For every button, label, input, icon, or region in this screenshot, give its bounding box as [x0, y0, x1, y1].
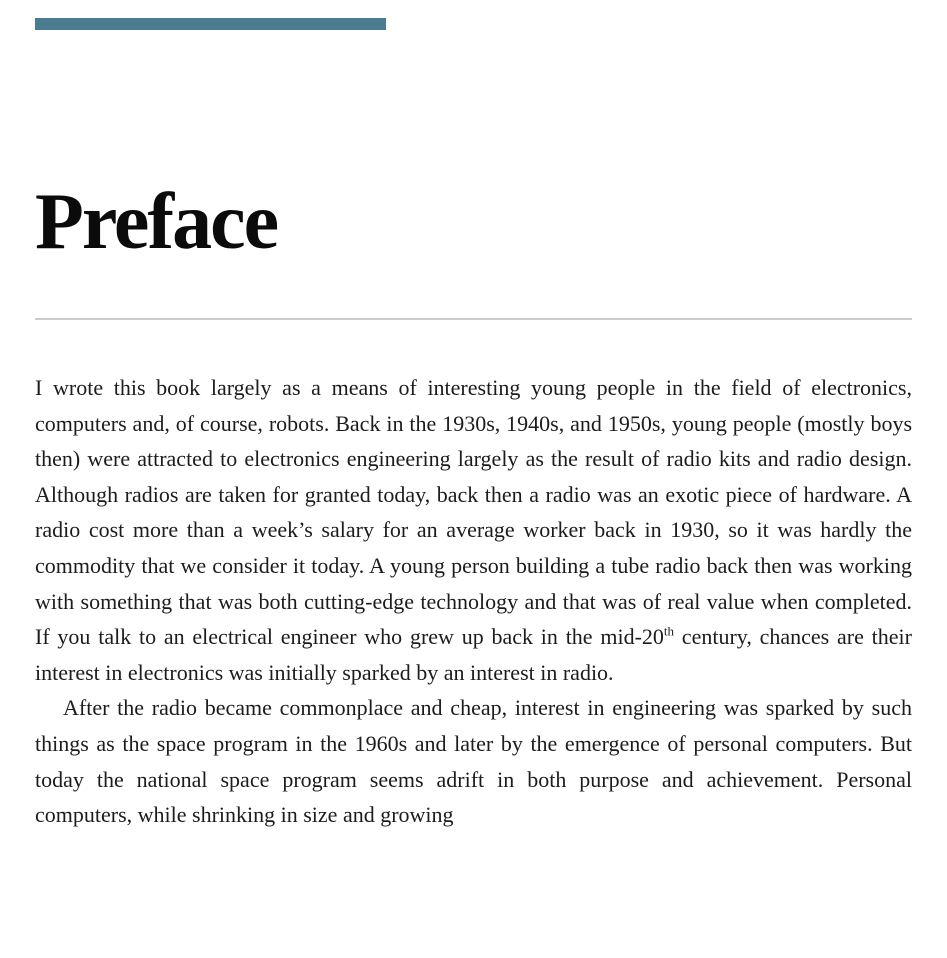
paragraph-2: After the radio became commonplace and cheap, interest in engineering was sparked by such things as the space program in the 1960s and later by the emergence of personal computers. But today the national space program seems adrift in both purpose and achievement. Personal computers, while shrinking in size and growing	[35, 695, 912, 828]
document-page	[0, 18, 947, 958]
ordinal-superscript: th	[663, 623, 675, 639]
paragraph-1-text-after: century, chances are their interest in electronics was initially sparked by an interest in radio.	[35, 624, 912, 685]
title-divider	[35, 318, 912, 320]
paragraph-1	[35, 370, 912, 690]
top-accent-bar	[35, 18, 386, 30]
body-text	[35, 370, 912, 833]
page-title: Preface	[35, 178, 278, 266]
paragraph-1-text: I wrote this book largely as a means of interesting young people in the field of electronics, computers and, of course, robots. Back in the 1930s, 1940s, and 1950s, young people (mostly boys then) were attracted to electronics engineering largely as the result of radio kits and radio design. Although radios are taken for granted today, back then a radio was an exotic piece of hardware. A radio cost more than a week’s salary for an average worker back in 1930, so it was hardly the commodity that we consider it today. A young person building a tube radio back then was working with something that was both cutting-edge technology and that was of real value when completed. If you talk to an electrical engineer who grew up back in the mid-20	[35, 375, 912, 650]
